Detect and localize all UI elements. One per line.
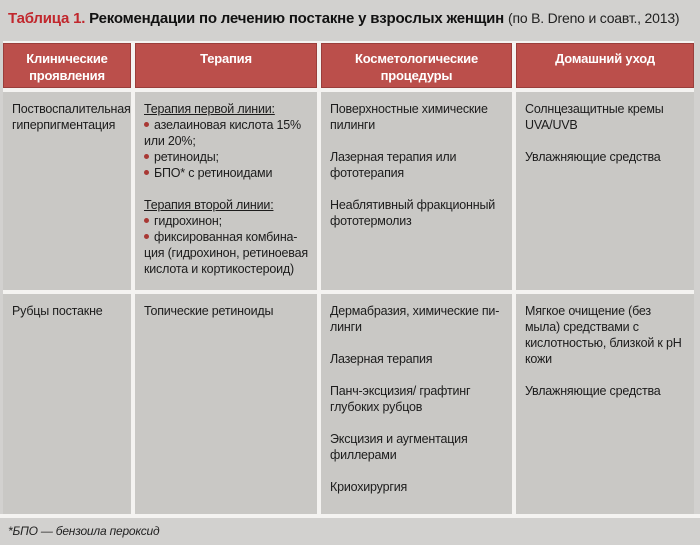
therapy-group-heading: Терапия второй линии: [144,198,274,212]
column-header-cosmetic: Косметологические процедуры [321,43,512,88]
footnote-text: *БПО — бензоила пероксид [8,524,160,538]
list-item [144,229,308,277]
therapy-text: Топические ретиноиды [144,304,274,318]
bullet-icon [144,122,149,127]
bullet-icon [144,234,149,239]
home-care-item: Мягкое очищение (без мыла) средствами с кислотностью, близкой к pH кожи [525,304,682,366]
home-care-item: Солнцезащитные кремы UVA/UVB [525,102,664,132]
cosmetic-item: Криохирургия [330,480,408,494]
therapy-group-heading: Терапия первой линии: [144,102,275,116]
cosmetic-item: Лазерная терапия [330,352,433,366]
cell-row2-home [516,294,694,514]
cell-row2-therapy [135,294,317,514]
home-care-item: Увлажняющие средства [525,150,661,164]
footnote [0,514,700,541]
home-care-item: Увлажняющие средства [525,384,661,398]
list-item-text: гидрохинон; [154,214,222,228]
list-item [144,165,308,181]
bullet-icon [144,218,149,223]
cosmetic-item: Дермабразия, химические пилинги [330,304,500,334]
list-item-text: азелаиновая кислота 15% или 20%; [144,118,301,148]
cell-row2-cosmetic [321,294,512,514]
list-item-text: фиксированная комбинация (гидрохинон, ретиноевая кислота и кортикостероид) [144,230,308,276]
table-caption [0,0,700,41]
cosmetic-item: Поверхностные химические пилинги [330,102,488,132]
table-caption-title: Рекомендации по лечению постакне у взрослых женщин [89,10,505,27]
therapy-first-line-group [144,101,308,181]
table-caption-label: Таблица 1. [8,10,86,27]
clinical-text: Рубцы постакне [12,304,103,318]
cosmetic-item: Эксцизия и аугментация филлерами [330,432,468,462]
bullet-icon [144,154,149,159]
cosmetic-item: Неаблятивный фракционный фототермолиз [330,198,496,228]
clinical-text: Поствоспалительная гиперпигментация [12,102,131,132]
therapy-second-line-group [144,197,308,277]
list-item [144,117,308,149]
cell-row1-clinical [3,92,131,290]
cell-row1-cosmetic [321,92,512,290]
column-header-clinical: Клинические проявления [3,43,131,88]
list-item [144,149,308,165]
list-item-text: ретиноиды; [154,150,219,164]
cell-row1-home [516,92,694,290]
column-header-home: Домашний уход [516,43,694,88]
list-item [144,213,308,229]
table-caption-source: (по B. Dreno и соавт., 2013) [508,10,680,26]
cosmetic-item: Панч-эксцизия/ графтинг глубоких рубцов [330,384,471,414]
treatment-table [3,41,694,514]
bullet-icon [144,170,149,175]
list-item-text: БПО* с ретиноидами [154,166,273,180]
cell-row2-clinical [3,294,131,514]
cell-row1-therapy [135,92,317,290]
column-header-therapy: Терапия [135,43,317,88]
cosmetic-item: Лазерная терапия или фототерапия [330,150,457,180]
